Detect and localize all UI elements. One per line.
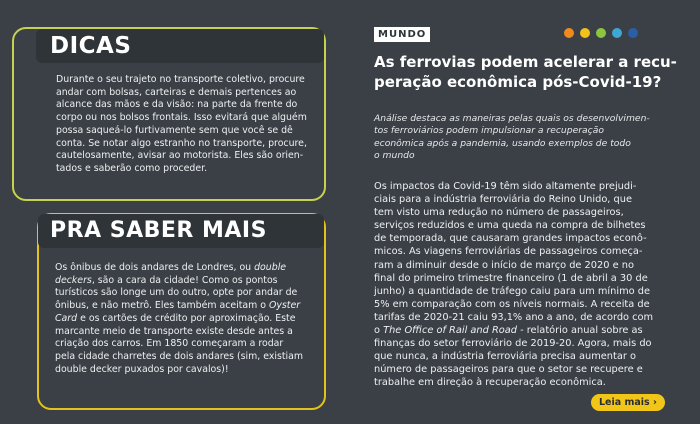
saber-title: PRA SABER MAIS: [38, 214, 324, 248]
saber-line: ônibus, e não metrô. Eles também aceitam o Oyster: [55, 300, 301, 312]
body-line: micos. As viagens ferroviárias de passageiros começa-: [374, 246, 643, 258]
read-more-button[interactable]: [591, 394, 665, 411]
dot-icon: [628, 28, 638, 38]
dot-icon: [580, 28, 590, 38]
dicas-line: andar com bolsas, carteiras e demais pertences ao: [56, 86, 297, 98]
dicas-line: cautelosamente, avisar ao motorista. Eles são orien-: [56, 150, 304, 162]
headline-line: As ferrovias podem acelerar a recu-: [374, 53, 677, 71]
article-headline: [374, 52, 684, 92]
dicas-text: [56, 74, 318, 176]
saber-line: criação dos carros. Em 1850 começaram a rodar: [55, 338, 284, 350]
body-line: Os impactos da Covid-19 têm sido altamente prejudi-: [374, 181, 637, 192]
color-dots: [564, 28, 638, 38]
dicas-line: possa saqueá-lo furtivamente sem que você se dê: [56, 124, 293, 136]
article-dek: [374, 113, 674, 163]
body-line: que nunca, a indústria ferroviária precisa aumentar o: [374, 351, 636, 363]
saber-line: Os ônibus de dois andares de Londres, ou double: [55, 262, 287, 273]
section-tag: MUNDO: [374, 27, 430, 42]
saber-line: double decker puxados por cavalos)!: [55, 363, 229, 375]
body-line: ciais para a indústria ferroviária do Reino Unido, que: [374, 194, 632, 206]
body-line: trabalhe em direção à recuperação econômica.: [374, 377, 606, 389]
saber-line: pela cidade charretes de dois andares (sim, existiam: [55, 350, 304, 362]
body-line: ram a diminuir desde o início de março de 2020 e no: [374, 259, 634, 271]
body-line: 5% em comparação com os níveis normais. A receita de: [374, 298, 650, 310]
dicas-line: tados e saberão como proceder.: [56, 162, 208, 174]
dicas-line: conta. Se notar algo estranho no transporte, procure,: [56, 137, 307, 149]
dot-icon: [612, 28, 622, 38]
saber-line: Card e os cartões de crédito por aproximação. Este: [55, 312, 296, 324]
body-line: finanças do setor ferroviário de 2019-20. Agora, mais do: [374, 338, 652, 350]
chevron-right-icon: ›: [653, 397, 657, 408]
read-more-label: Leia mais: [599, 397, 650, 408]
article-body: [374, 180, 684, 390]
body-line: número de passageiros para que o setor se recupere e: [374, 364, 643, 376]
body-line: junho) a quantidade de tráfego caiu para um mínimo de: [374, 285, 650, 297]
dot-icon: [564, 28, 574, 38]
saber-line: marcante meio de transporte existe desde antes a: [55, 325, 293, 337]
dicas-line: alcance das mãos e da visão: na parte da frente do: [56, 99, 298, 111]
dicas-line: corpo ou nos bolsos frontais. Isso evitará que alguém: [56, 112, 307, 124]
dicas-title: DICAS: [36, 29, 324, 63]
dek-line: Análise destaca as maneiras pelas quais os desenvolvimen-: [374, 113, 650, 124]
dek-line: o mundo: [374, 150, 415, 162]
body-line: tem visto uma redução no número de passageiros,: [374, 207, 624, 219]
body-line: tarifas de 2020-21 caiu 93,1% ano a ano, de acordo com: [374, 311, 654, 323]
saber-text: [55, 262, 317, 376]
dot-icon: [596, 28, 606, 38]
body-line: o The Office of Rail and Road - relatório anual sobre as: [374, 325, 643, 337]
headline-line: peração econômica pós-Covid-19?: [374, 73, 662, 91]
saber-line: deckers, são a cara da cidade! Como os pontos: [55, 274, 278, 286]
dicas-line: Durante o seu trajeto no transporte coletivo, procure: [56, 74, 305, 85]
body-line: de temporada, que causaram grandes impactos econô-: [374, 233, 647, 245]
body-line: serviços reduzidos e uma queda na compra de bilhetes: [374, 220, 646, 232]
saber-line: turísticos são longe um do outro, opte por andar de: [55, 287, 298, 299]
dek-line: econômica após a pandemia, usando exemplos de todo: [374, 137, 631, 149]
body-line: final do primeiro trimestre financeiro (1 de abril a 30 de: [374, 272, 648, 284]
dek-line: tos ferroviários podem impulsionar a recuperação: [374, 125, 604, 137]
